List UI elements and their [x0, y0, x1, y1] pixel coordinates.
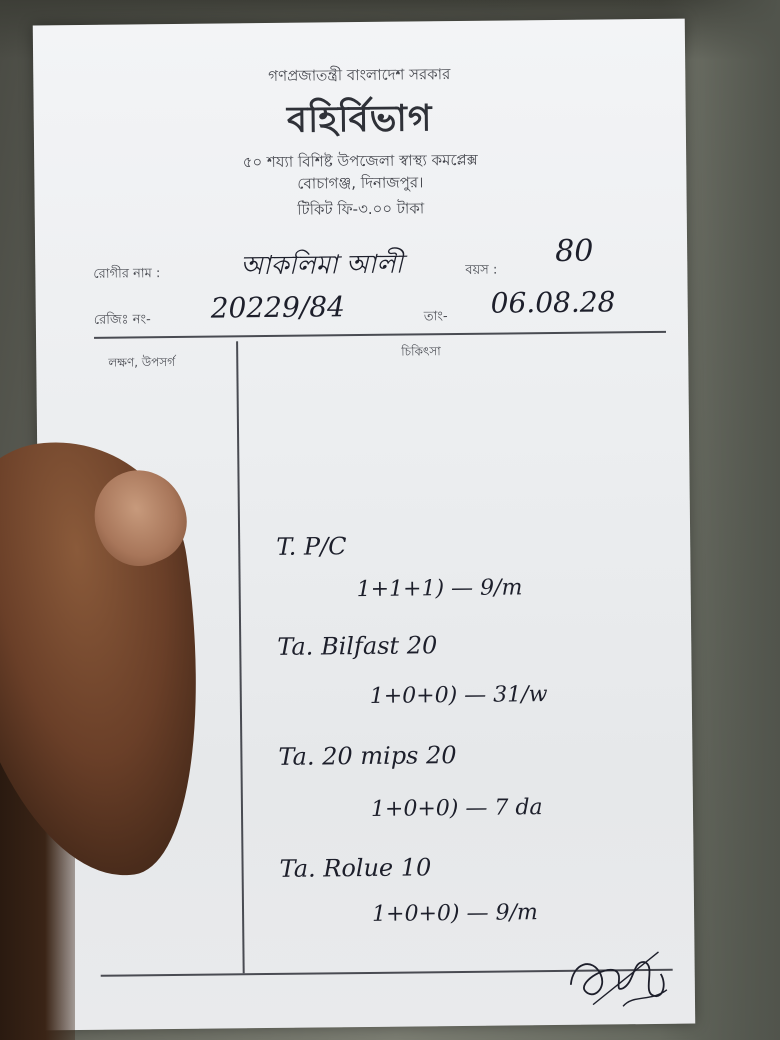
rx-item-1: T. P/C — [276, 532, 347, 561]
treatment-column-header: চিকিৎসা — [401, 344, 441, 359]
rx-dose-4: 1+0+0) — 9/m — [371, 900, 538, 927]
patient-name-label: রোগীর নাম : — [93, 266, 161, 282]
age-value: 80 — [554, 233, 594, 269]
patient-name-value: আকলিমা আলী — [240, 249, 404, 282]
doctor-signature — [562, 944, 673, 1013]
date-label: তাং- — [423, 309, 448, 325]
rx-dose-1: 1+1+1) — 9/m — [356, 575, 523, 603]
rx-dose-2: 1+0+0) — 31/w — [369, 682, 548, 709]
header-divider — [94, 331, 666, 339]
rx-item-3: Ta. 20 mips 20 — [278, 741, 457, 771]
hospital-location: বোচাগঞ্জ, দিনাজপুর। — [297, 173, 424, 193]
date-value: 06.08.28 — [490, 285, 616, 320]
rx-item-4: Ta. Rolue 10 — [279, 853, 432, 883]
symptoms-column-header: লক্ষণ, উপসর্গ — [108, 354, 176, 370]
government-name: গণপ্রজাতন্ত্রী বাংলাদেশ সরকার — [268, 65, 451, 85]
registration-value: 20229/84 — [210, 290, 346, 325]
rx-item-2: Ta. Bilfast 20 — [277, 631, 438, 661]
registration-label: রেজিঃ নং- — [93, 312, 151, 328]
ticket-fee: টিকিট ফি-৩.০০ টাকা — [297, 199, 425, 219]
age-label: বয়স : — [465, 262, 498, 278]
hospital-name: ৫০ শয্যা বিশিষ্ট উপজেলা স্বাস্থ্য কমপ্লেক্স — [242, 150, 478, 172]
department-title: বহির্বিভাগ — [286, 98, 433, 141]
column-divider — [236, 341, 245, 973]
rx-dose-3: 1+0+0) — 7 da — [370, 795, 543, 822]
